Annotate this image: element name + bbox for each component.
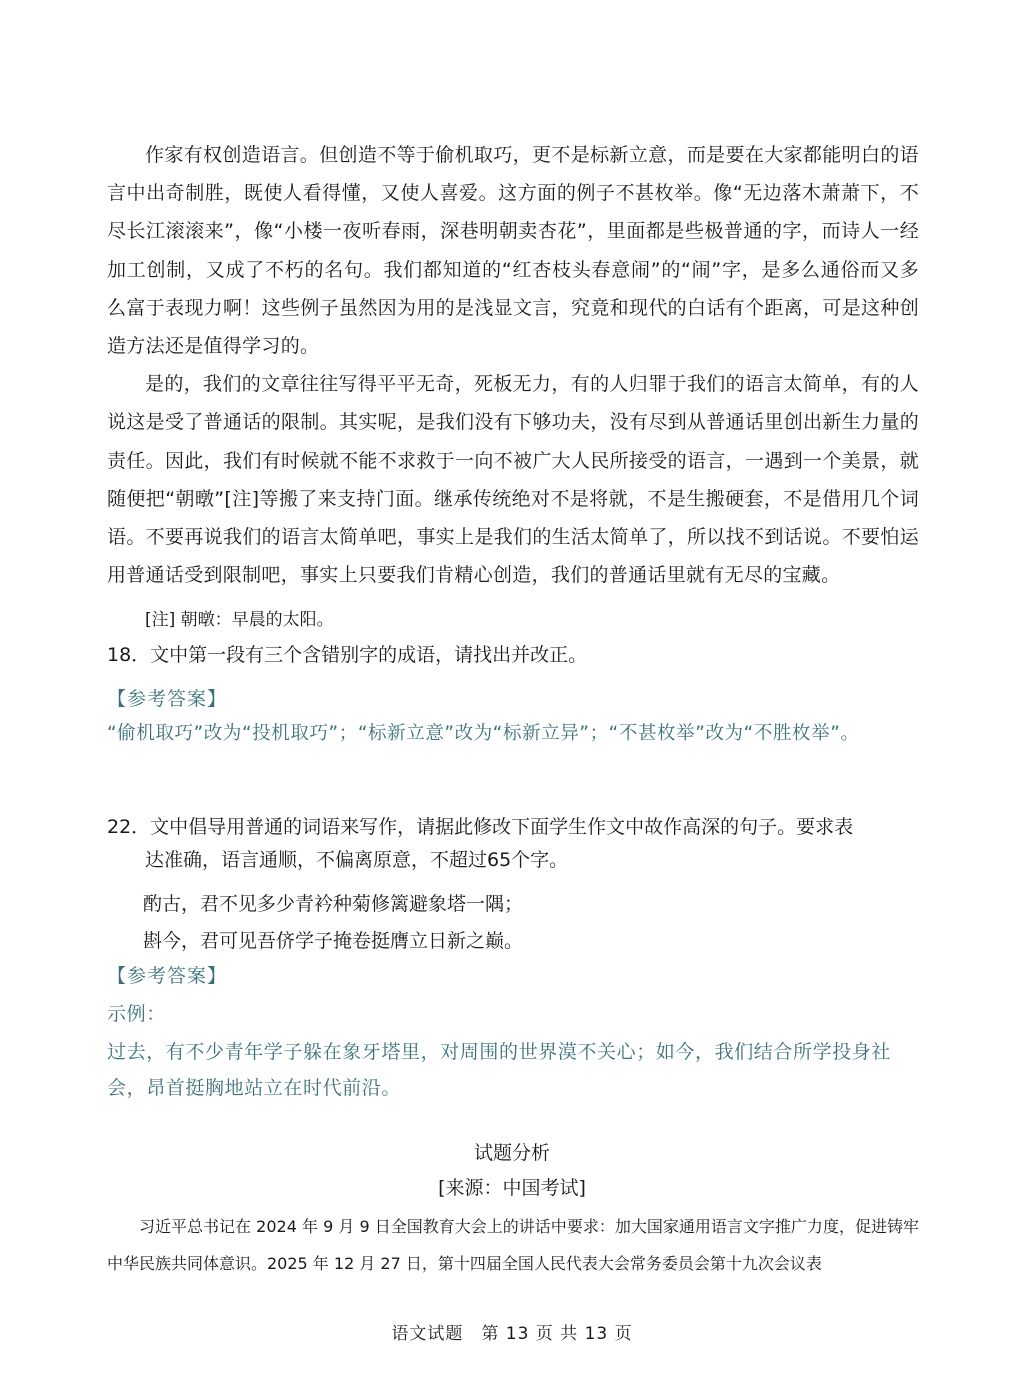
q22-example-label: 示例： — [107, 1003, 166, 1025]
analysis-source: [来源：中国考试] — [438, 1177, 586, 1199]
question-22-line-1: 22．文中倡导用普通的词语来写作，请据此修改下面学生作文中故作高深的句子。要求表 — [107, 816, 854, 838]
analysis-paragraph: 习近平总书记在 2024 年 9 月 9 日全国教育大会上的讲话中要求：加大国家通用语言文字推广力度，促进铸牢中华民族共同体意识。2025 年 12 月 27 日，第十四届全国人民代表大会常务委员会第十九次会议表 — [107, 1217, 919, 1273]
page-footer: 语文试题 第 13 页 共 13 页 — [391, 1324, 633, 1344]
analysis-title: 试题分析 — [473, 1142, 550, 1164]
q18-answer-heading: 【参考答案】 — [107, 688, 228, 710]
question-22 — [107, 811, 919, 877]
q18-answer: “偷机取巧”改为“投机取巧”；“标新立意”改为“标新立异”；“不甚枚举”改为“不胜枚举”。 — [107, 723, 860, 744]
question-22-line-2: 达准确，语言通顺，不偏离原意，不超过65个字。 — [145, 849, 569, 871]
passage-paragraph-2: 是的，我们的文章往往写得平平无奇，死板无力，有的人归罪于我们的语言太简单，有的人说这是受了普通话的限制。其实呢，是我们没有下够功夫，没有尽到从普通话里创出新生力量的责任。因此，我们有时候就不能不求救于一向不被广大人民所接受的语言，一遇到一个美景，就随便把“朝暾”[注]等搬了来支持门面。继承传统绝对不是将就，不是生搬硬套，不是借用几个词语。不要再说我们的语言太简单吧，事实上是我们的生活太简单了，所以找不到话说。不要怕运用普通话受到限制吧，事实上只要我们肯精心创造，我们的普通话里就有无尽的宝藏。 — [107, 373, 919, 587]
passage-note: [注] 朝暾：早晨的太阳。 — [145, 610, 334, 630]
reading-passage — [107, 136, 919, 594]
q22-answer-heading: 【参考答案】 — [107, 965, 228, 987]
q22-answer: 过去，有不少青年学子躲在象牙塔里，对周围的世界漠不关心；如今，我们结合所学投身社会，昂首挺胸地站立在时代前沿。 — [107, 1041, 892, 1099]
analysis-body — [107, 1208, 919, 1282]
passage-paragraph-1: 作家有权创造语言。但创造不等于偷机取巧，更不是标新立意，而是要在大家都能明白的语言中出奇制胜，既使人看得懂，又使人喜爱。这方面的例子不甚枚举。像“无边落木萧萧下，不尽长江滚滚来”，像“小楼一夜听春雨，深巷明朝卖杏花”，里面都是些极普通的字，而诗人一经加工创制，又成了不朽的名句。我们都知道的“红杏枝头春意闹”的“闹”字，是多么通俗而又多么富于表现力啊！这些例子虽然因为用的是浅显文言，究竟和现代的白话有个距离，可是这种创造方法还是值得学习的。 — [107, 144, 919, 358]
question-18: 18．文中第一段有三个含错别字的成语，请找出并改正。 — [107, 644, 588, 666]
q22-sentence-2: 斟今，君可见吾侪学子掩卷挺膺立日新之巅。 — [143, 930, 524, 952]
q22-sentence-1: 酌古，君不见多少青衿种菊修篱避象塔一隅； — [143, 893, 524, 915]
